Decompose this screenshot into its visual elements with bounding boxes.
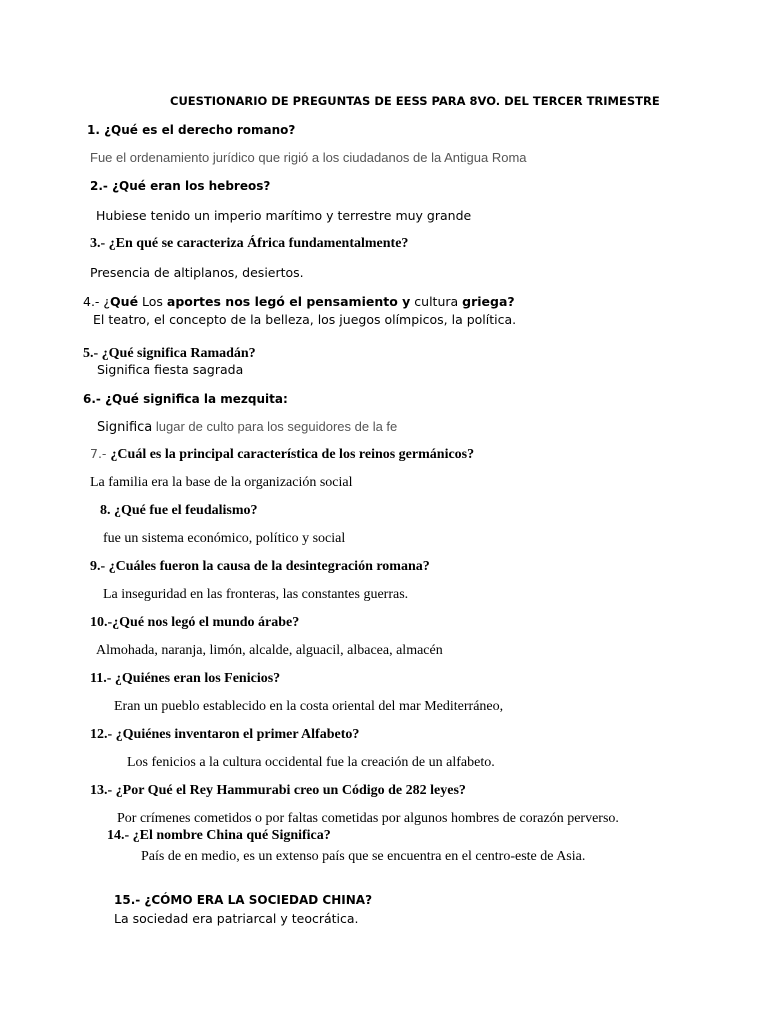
- question-5: 5.- ¿Qué significa Ramadán?: [83, 346, 256, 361]
- document-title: CUESTIONARIO DE PREGUNTAS DE EESS PARA 8VO. DEL TERCER TRIMESTRE: [170, 94, 660, 108]
- question-1: 1. ¿Qué es el derecho romano?: [87, 123, 296, 137]
- question-6: 6.- ¿Qué significa la mezquita:: [83, 392, 288, 406]
- answer-1: Fue el ordenamiento jurídico que rigió a los ciudadanos de la Antigua Roma: [90, 150, 527, 165]
- answer-6: Significa lugar de culto para los seguidores de la fe: [97, 419, 398, 435]
- answer-11: Eran un pueblo establecido en la costa oriental del mar Mediterráneo,: [114, 699, 504, 714]
- question-7: 7.- ¿Cuál es la principal característica de los reinos germánicos?: [90, 446, 475, 462]
- answer-14: País de en medio, es un extenso país que se encuentra en el centro-este de Asia.: [141, 849, 586, 864]
- question-2: 2.- ¿Qué eran los hebreos?: [90, 179, 271, 193]
- question-13: 13.- ¿Por Qué el Rey Hammurabi creo un Código de 282 leyes?: [90, 783, 466, 798]
- question-8: 8. ¿Qué fue el feudalismo?: [100, 503, 258, 518]
- answer-10: Almohada, naranja, limón, alcalde, alguacil, albacea, almacén: [96, 643, 443, 658]
- answer-12: Los fenicios a la cultura occidental fue la creación de un alfabeto.: [127, 755, 495, 770]
- answer-15: La sociedad era patriarcal y teocrática.: [114, 911, 359, 926]
- question-3: 3.- ¿En qué se caracteriza África fundamentalmente?: [90, 236, 409, 251]
- answer-9: La inseguridad en las fronteras, las constantes guerras.: [103, 587, 409, 602]
- question-10: 10.-¿Qué nos legó el mundo árabe?: [90, 615, 300, 630]
- answer-7: La familia era la base de la organización social: [90, 475, 353, 490]
- question-12: 12.- ¿Quiénes inventaron el primer Alfabeto?: [90, 727, 360, 742]
- answer-2: Hubiese tenido un imperio marítimo y terrestre muy grande: [96, 208, 472, 223]
- question-11: 11.- ¿Quiénes eran los Fenicios?: [90, 671, 281, 686]
- answer-13: Por crímenes cometidos o por faltas cometidas por algunos hombres de corazón perverso.: [117, 811, 619, 826]
- answer-3: Presencia de altiplanos, desiertos.: [90, 265, 304, 280]
- question-4: 4.- ¿Qué Los aportes nos legó el pensamiento y cultura griega?: [83, 294, 515, 309]
- answer-5: Significa fiesta sagrada: [97, 362, 244, 377]
- answer-8: fue un sistema económico, político y social: [103, 531, 346, 546]
- question-14: 14.- ¿El nombre China qué Significa?: [107, 828, 331, 843]
- question-15: 15.- ¿CÓMO ERA LA SOCIEDAD CHINA?: [114, 893, 373, 907]
- question-9: 9.- ¿Cuáles fueron la causa de la desintegración romana?: [90, 559, 430, 574]
- answer-4: El teatro, el concepto de la belleza, los juegos olímpicos, la política.: [93, 312, 517, 327]
